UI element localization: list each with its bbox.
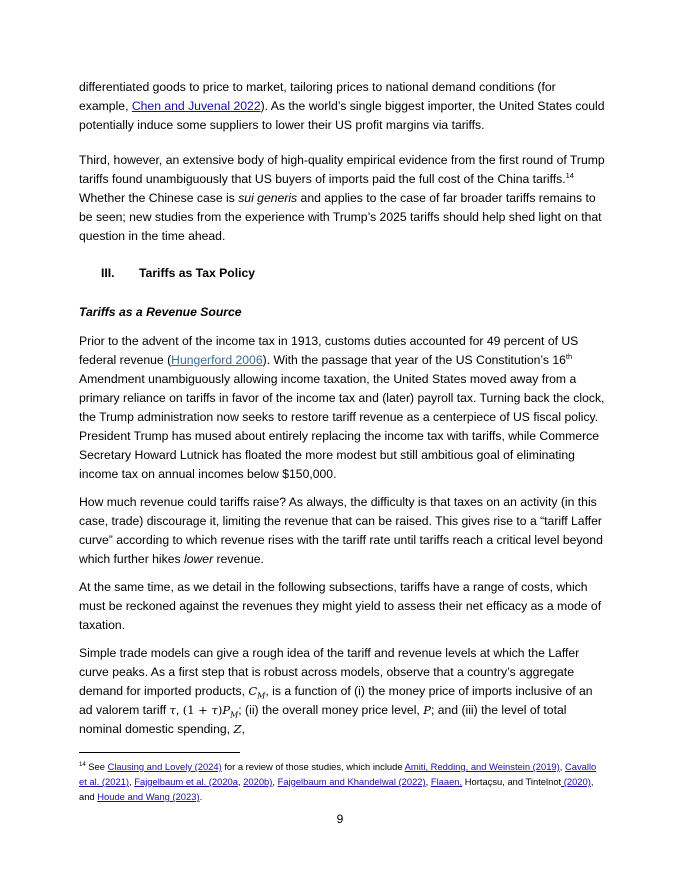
page-body [79, 78, 605, 748]
footnote-14 [79, 759, 605, 804]
citation-link-flaaen-year[interactable]: (2020) [561, 776, 591, 787]
paragraph-income-tax-history [79, 332, 605, 484]
text: How much revenue could tariffs raise? As always, the difficulty is that taxes on an activity (in this case, trade) discourage it, limiting the revenue that can be raised. This gives rise to a “tariff Laffer curve” according to which revenue rises with the tariff rate until tariffs reach a critical level beyond which further hikes [79, 495, 603, 566]
text: ; and (iii) the level of total nominal domestic spending, [79, 703, 567, 736]
citation-link-chen-juvenal[interactable]: Chen and Juvenal 2022 [131, 99, 261, 113]
text: , [237, 776, 244, 787]
citation-link-flaaen[interactable]: Flaaen, [430, 776, 463, 787]
footnote-ref-14[interactable]: 14 [565, 171, 574, 180]
math-pm [222, 703, 239, 720]
text: , [241, 722, 245, 736]
text: ; (ii) the overall money price level, [238, 703, 424, 717]
math-symbol: (1 + [182, 703, 212, 717]
italic-text: lower [184, 552, 214, 566]
page-number: 9 [336, 812, 344, 826]
section-heading [79, 264, 605, 283]
text: , [129, 776, 135, 787]
citation-link-clausing-lovely[interactable]: Clausing and Lovely (2024) [107, 761, 222, 772]
text: ). With the passage that year of the US Constitution’s 16 [262, 353, 566, 367]
ordinal-superscript: th [565, 352, 573, 361]
math-tau: τ [211, 703, 218, 717]
italic-text: sui generis [238, 191, 298, 205]
section-number: III. [101, 266, 115, 280]
paragraph-trade-models [79, 644, 605, 739]
citation-link-fajgelbaum-2020b[interactable]: 2020b) [243, 776, 273, 787]
text: Whether the Chinese case is [79, 191, 239, 205]
citation-link-houde-wang[interactable]: Houde and Wang (2023) [97, 791, 200, 802]
text: , is a function of (i) the money price of imports inclusive of an ad valorem tariff [79, 684, 593, 717]
text: differentiated goods to price to market, tailoring prices to national demand conditions (for example, [79, 80, 556, 113]
text: Simple trade models can give a rough idea of the tariff and revenue levels at which the Laffer curve peaks. As a first step that is robust across models, observe that a country’s aggregate demand for imported products, [79, 646, 580, 698]
footnote-number: 14 [79, 762, 86, 768]
math-p: P [423, 703, 431, 717]
text: , and [79, 776, 594, 802]
paragraph-empirical-evidence [79, 151, 605, 246]
math-subscript: M [257, 691, 266, 701]
citation-link-fajgelbaum-khandelwal[interactable]: Fajgelbaum and Khandelwal (2022) [277, 776, 426, 787]
text: ). As the world’s single biggest importer, the United States could potentially induce some suppliers to lower their US profit margins via tariffs. [79, 99, 605, 132]
subheading: Tariffs as a Revenue Source [79, 305, 242, 319]
text: , [559, 761, 565, 772]
citation-link-hungerford[interactable]: Hungerford 2006 [171, 353, 263, 367]
citation-link-fajgelbaum-2020a[interactable]: Fajgelbaum et al. (2020a [134, 776, 238, 787]
text: Amendment unambiguously allowing income taxation, the United States moved away from a primary reliance on tariffs in favor of the income tax and (later) payroll tax. Turning back the clock, the Trump administration now seeks to restore tariff revenue as a centerpiece of US fiscal policy. President Trump has mused about entirely replacing the income tax with tariffs, while Commerce Secretary Howard Lutnick has floated the more modest but still ambitious goal of eliminating income tax on annual incomes below $150,000. [79, 372, 605, 481]
citation-link-amiti[interactable]: Amiti, Redding, and Weinstein (2019) [404, 761, 560, 772]
math-tau: τ [169, 703, 176, 717]
section-title: Tariffs as Tax Policy [139, 266, 256, 280]
footnote-divider [79, 752, 240, 753]
text: for a review of those studies, which include [221, 761, 405, 772]
text: . [199, 791, 203, 802]
text: , [425, 776, 431, 787]
math-subscript: M [230, 710, 239, 720]
text: Prior to the advent of the income tax in 1913, customs duties accounted for 49 percent of US federal revenue ( [79, 334, 579, 367]
math-symbol: C [248, 684, 258, 698]
paragraph-laffer-curve [79, 493, 605, 569]
math-symbol: P [222, 703, 231, 717]
text: revenue. [213, 552, 264, 566]
math-cm [248, 684, 266, 701]
paragraph-costs: At the same time, as we detail in the following subsections, tariffs have a range of costs, which must be reckoned against the revenues they might yield to assess their net efficacy as a mode of taxation. [79, 580, 602, 632]
math-symbol: ) [217, 703, 223, 717]
text: , [175, 703, 183, 717]
math-z: Z [233, 722, 242, 736]
citation-link-cavallo[interactable]: Cavallo et al. (2021) [79, 761, 597, 787]
text: Third, however, an extensive body of high-quality empirical evidence from the first round of Trump tariffs found unambiguously that US buyers of imports paid the full cost of the China tariffs. [79, 153, 605, 186]
text: Hortaçsu, and Tintelnot [462, 776, 562, 787]
text: See [85, 761, 108, 772]
paragraph-price-to-market [79, 78, 605, 135]
text: , [272, 776, 278, 787]
text: and applies to the case of far broader tariffs remains to be seen; new studies from the experience with Trump’s 2025 tariffs should help shed light on that question in the time ahead. [79, 191, 602, 243]
